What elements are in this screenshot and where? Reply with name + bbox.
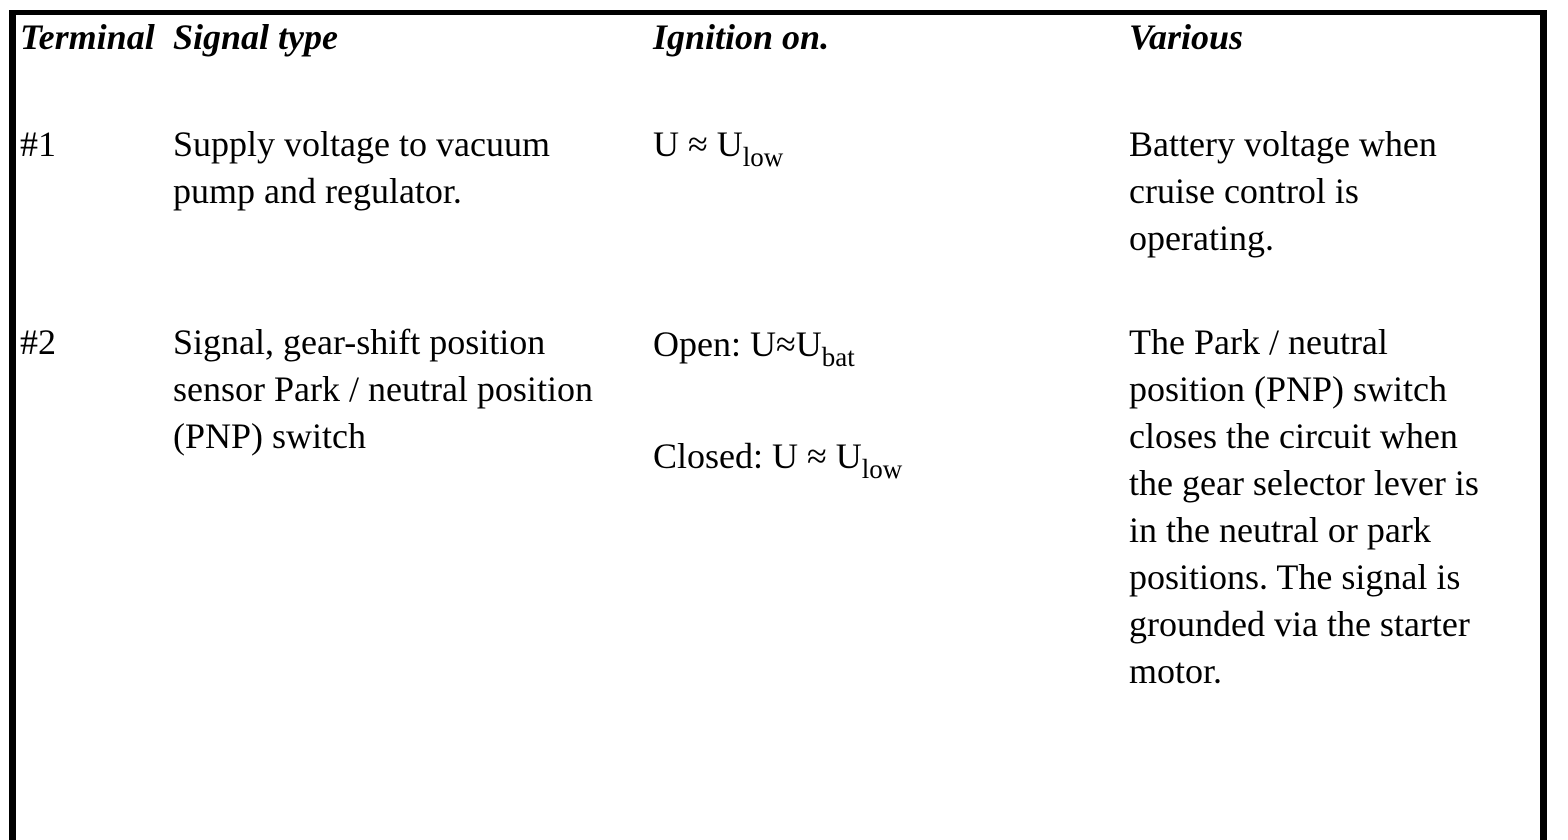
row1-ignition-value xyxy=(653,121,783,171)
row2-various-line: in the neutral or park xyxy=(1129,510,1431,550)
row2-ignition-open-text: Open: U≈U xyxy=(653,324,822,364)
row1-signal-type xyxy=(173,121,550,215)
row1-ignition-text: U ≈ U xyxy=(653,124,743,164)
row2-terminal: #2 xyxy=(20,322,56,362)
row2-signal-type-line: (PNP) switch xyxy=(173,416,367,456)
row2-signal-type-line: Signal, gear-shift position xyxy=(173,322,546,362)
row2-signal-type-line: sensor Park / neutral position xyxy=(173,369,593,409)
row2-various-line: motor. xyxy=(1129,651,1223,691)
row1-signal-type-line: pump and regulator. xyxy=(173,171,462,211)
row1-signal-type-line: Supply voltage to vacuum xyxy=(173,124,550,164)
row2-various xyxy=(1129,319,1479,695)
row1-various xyxy=(1129,121,1437,262)
row1-various-line: cruise control is xyxy=(1129,171,1359,211)
row1-various-line: operating. xyxy=(1129,218,1274,258)
row2-various-line: grounded via the starter xyxy=(1129,604,1470,644)
row2-ignition-open xyxy=(653,321,855,371)
row2-ignition-closed xyxy=(653,433,902,483)
row1-ignition-subscript: low xyxy=(742,142,784,172)
row2-signal-type xyxy=(173,319,593,460)
header-ignition-on: Ignition on. xyxy=(653,17,830,57)
row2-various-line: position (PNP) switch xyxy=(1129,369,1448,409)
row2-ignition-closed-text: Closed: U ≈ U xyxy=(653,436,862,476)
row1-terminal: #1 xyxy=(20,124,56,164)
header-terminal: Terminal xyxy=(20,17,155,57)
row2-various-line: closes the circuit when xyxy=(1129,416,1458,456)
header-various: Various xyxy=(1129,17,1244,57)
row2-various-line: positions. The signal is xyxy=(1129,557,1461,597)
row1-various-line: Battery voltage when xyxy=(1129,124,1437,164)
row2-various-line: The Park / neutral xyxy=(1129,322,1388,362)
row2-ignition-closed-subscript: low xyxy=(861,454,903,484)
row2-various-line: the gear selector lever is xyxy=(1129,463,1479,503)
header-signal-type: Signal type xyxy=(173,17,339,57)
row2-ignition-open-subscript: bat xyxy=(821,342,855,372)
